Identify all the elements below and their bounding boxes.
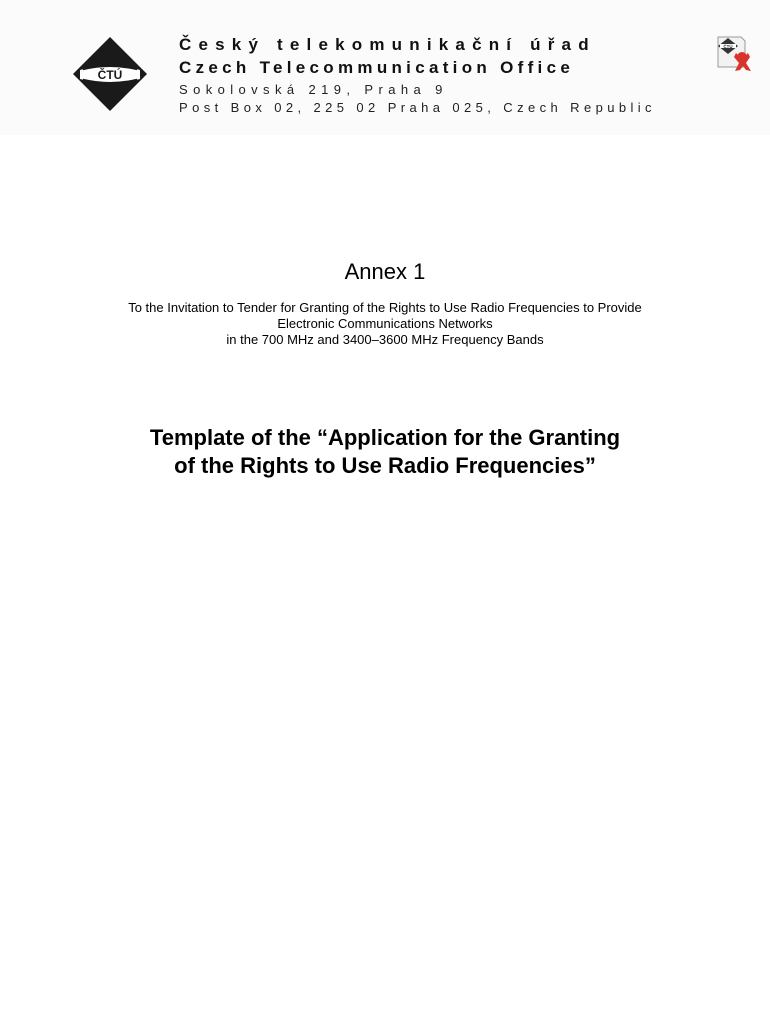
document-title <box>40 424 730 480</box>
ctu-seal-ribbon-icon <box>715 33 755 73</box>
stamp-text: ČTÚ <box>723 43 733 49</box>
annex-title: Annex 1 <box>344 259 426 284</box>
address-street: Sokolovská 219, Praha 9 <box>179 82 448 97</box>
org-name-czech: Český telekomunikační úřad <box>179 35 596 54</box>
document-title-line-2: of the Rights to Use Radio Frequencies” <box>174 453 596 478</box>
document-title-line-1: Template of the “Application for the Granting <box>149 425 621 450</box>
annex-subtitle <box>60 300 710 348</box>
subtitle-line-2: Electronic Communications Networks <box>277 316 493 331</box>
subtitle-line-3: in the 700 MHz and 3400–3600 MHz Frequency Bands <box>226 332 544 347</box>
ctu-diamond-logo-icon <box>72 36 148 112</box>
subtitle-line-1: To the Invitation to Tender for Granting of the Rights to Use Radio Frequencies to Provide <box>128 300 642 315</box>
org-name-english: Czech Telecommunication Office <box>179 58 575 77</box>
address-postbox: Post Box 02, 225 02 Praha 025, Czech Republic <box>179 100 656 115</box>
org-block <box>179 33 679 117</box>
logo-text: ČTÚ <box>97 68 123 82</box>
letterhead <box>0 0 770 135</box>
